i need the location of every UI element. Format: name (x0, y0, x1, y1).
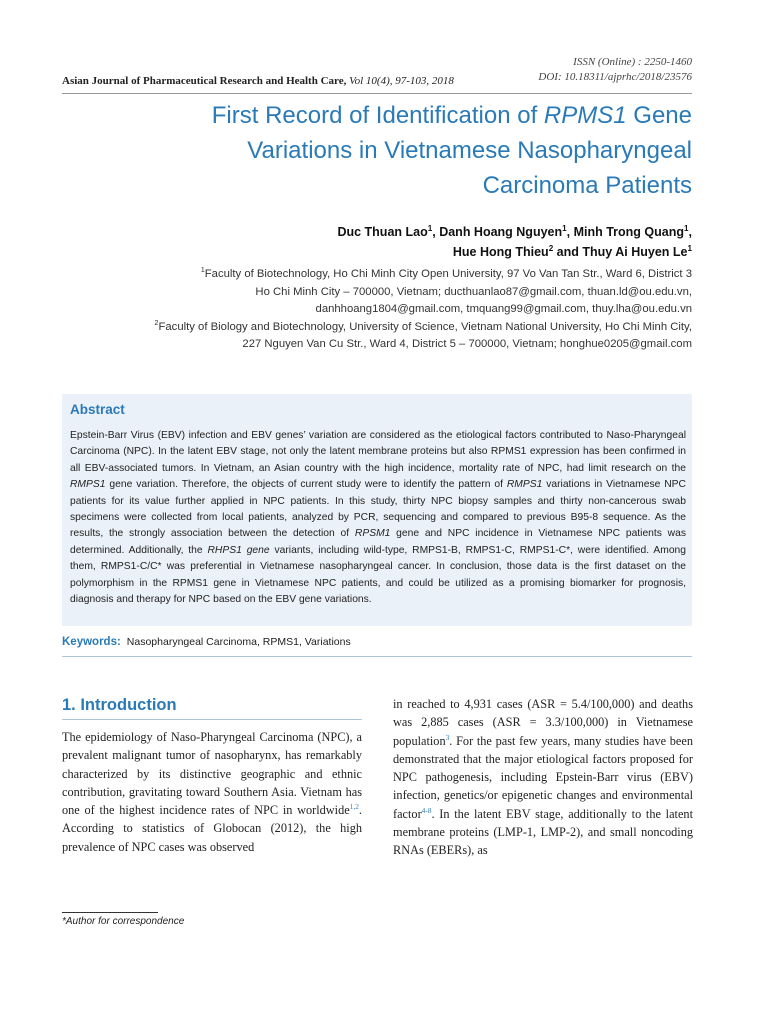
affil-line: danhhoang1804@gmail.com, tmquang99@gmail.com, thuy.lha@ou.edu.vn (315, 303, 692, 316)
body-column-left (62, 728, 362, 856)
keywords (62, 636, 351, 648)
body-text: . In the latent EBV stage, additionally to the latent membrane proteins (LMP-1, LMP-2), and small noncoding RNAs (EBERs), as (393, 806, 693, 858)
journal-citation (62, 75, 454, 87)
header-divider (62, 93, 692, 94)
author-name: Duc Thuan Lao (337, 225, 428, 239)
abstract-part: gene and NPC incidence in Vietnamese NPC patients was determined. Additionally, the (70, 528, 686, 556)
author-sep: , (432, 225, 440, 239)
section-heading-introduction: 1. Introduction (62, 696, 177, 714)
section-divider (62, 719, 362, 720)
keywords-text: Nasopharyngeal Carcinoma, RPMS1, Variations (126, 636, 351, 648)
abstract-part: variants, including wild-type, RMPS1-B, RMPS1-C, RMPS1-C*, were identified. Among them, RMPS1-C/C* was preferential in Vietnamese nasopharyngeal cancer. In conclusion, those data is the first dataset on the polymorphism in the RPMS1 gene in Vietnamese NPC patients, and could be utilized as a promising biomarker for prognosis, diagnosis and therapy for NPC based on the EBV gene variations. (70, 544, 687, 606)
abstract-part: gene variation. Therefore, the objects of current study were to identify the pattern of (105, 479, 507, 491)
abstract-text (70, 428, 686, 608)
title-text: First Record of Identification of (211, 102, 544, 129)
body-text: . According to statistics of Globocan (2012), the high prevalence of NPC cases was observed (62, 803, 362, 854)
abstract-gene: RMPS1 (70, 479, 106, 491)
affil-line: Faculty of Biology and Biotechnology, University of Science, Vietnam National University, Ho Chi Minh City, (158, 320, 692, 333)
author-name: Danh Hoang Nguyen (439, 225, 563, 239)
journal-volume: Vol 10(4), 97-103, 2018 (349, 75, 454, 87)
author-name: Thuy Ai Huyen Le (582, 245, 688, 259)
title-text-gene: Gene (626, 102, 692, 129)
footnote: *Author for correspondence (62, 916, 185, 927)
body-text: in reached to 4,931 cases (ASR = 5.4/100,000) and deaths was 2,885 cases (ASR = 3.3/100,000) in Vietnamese population (393, 697, 693, 748)
author-and: and (553, 245, 583, 259)
author-affil-mark: 2 (548, 243, 554, 253)
title-line-2: Variations in Vietnamese Nasopharyngeal (247, 137, 692, 164)
keywords-label: Keywords: (62, 636, 121, 648)
title-gene: RPMS1 (543, 102, 627, 129)
author-affil-mark: 1 (427, 223, 433, 233)
doi-text: DOI: 10.18311/ajprhc/2018/23576 (538, 71, 692, 83)
affil-mark: 1 (200, 265, 205, 275)
author-list: Duc Thuan Lao$^1$, Danh Hoang Nguyen$^1$, Minh Trong Quang$^1$, Hue Hong Thieu$^2$ and Thuy Ai Huyen Le$^1$ (337, 223, 692, 259)
abstract-heading: Abstract (70, 402, 125, 417)
affil-mark: 2 (154, 318, 159, 328)
abstract-gene: RHPS1 gene (207, 544, 270, 556)
title-line-3: Carcinoma Patients (482, 172, 692, 199)
citation-link[interactable]: 4-8 (421, 805, 432, 815)
affil-line: Ho Chi Minh City – 700000, Vietnam; ducthuanlao87@gmail.com, thuan.ld@ou.edu.vn, (255, 285, 692, 298)
abstract-part: Epstein-Barr Virus (EBV) infection and EBV genes’ variation are considered as the etiological factors contributed to Naso-Pharyngeal Carcinoma (NPC). In the latent EBV stage, not only the latent membrane proteins but also RPMS1 expression has been confirmed in all EBV-associated tumors. In Vietnam, an Asian country with the high incidence, mortality rate of NPC, had limit research on the (70, 430, 686, 474)
keywords-divider (62, 656, 692, 657)
abstract-part: variations in Vietnamese NPC patients for its value further applied in NPC patients. In this study, thirty NPC biopsy samples and thirty non-cancerous swab specimens were collected from local patients, analyzed by PCR, sequencing and compared to previous B95-8 sequence. As the results, the strongly association between the detection of (70, 479, 686, 540)
body-text: . For the past few years, many studies have been demonstrated that the major etiological factors proposed for NPC pathogenesis, including Epstein-Barr virus (EBV) infection, genetics/or epigenetic changes and environmental factor (393, 733, 693, 821)
citation-link[interactable]: 3 (445, 732, 450, 742)
author-affil-mark: 1 (562, 223, 567, 233)
body-text: The epidemiology of Naso-Pharyngeal Carcinoma (NPC), a prevalent malignant tumor of nasopharynx, has remarkably characterized by its distinctive geographic and ethnic contribution, gravitating toward Southern Asia. Vietnam has one of the highest incidence rates of NPC in worldwide (62, 730, 362, 818)
author-affil-mark: 1 (687, 243, 692, 253)
affiliations (52, 266, 692, 354)
issn-doi-block (538, 55, 692, 85)
issn-text: ISSN (Online) : 2250-1460 (573, 56, 692, 68)
paper-title (72, 98, 692, 203)
author-name: Minh Trong Quang (573, 225, 684, 239)
affil-line: 227 Nguyen Van Cu Str., Ward 4, District 5 – 700000, Vietnam; honghue0205@gmail.com (242, 338, 692, 351)
author-name: Hue Hong Thieu (452, 245, 549, 259)
author-affil-mark: 1 (684, 223, 689, 233)
journal-name: Asian Journal of Pharmaceutical Research and Health Care, (62, 75, 347, 87)
affil-line: Faculty of Biotechnology, Ho Chi Minh City Open University, 97 Vo Van Tan Str., Ward 6, District 3 (204, 268, 692, 280)
abstract-gene: RMPS1 (506, 479, 543, 491)
citation-link[interactable]: 1,2 (349, 802, 359, 812)
abstract-gene: RPSM1 (354, 528, 391, 540)
body-column-right (393, 695, 693, 860)
author-sep: , (566, 225, 574, 239)
footnote-divider (62, 912, 158, 913)
